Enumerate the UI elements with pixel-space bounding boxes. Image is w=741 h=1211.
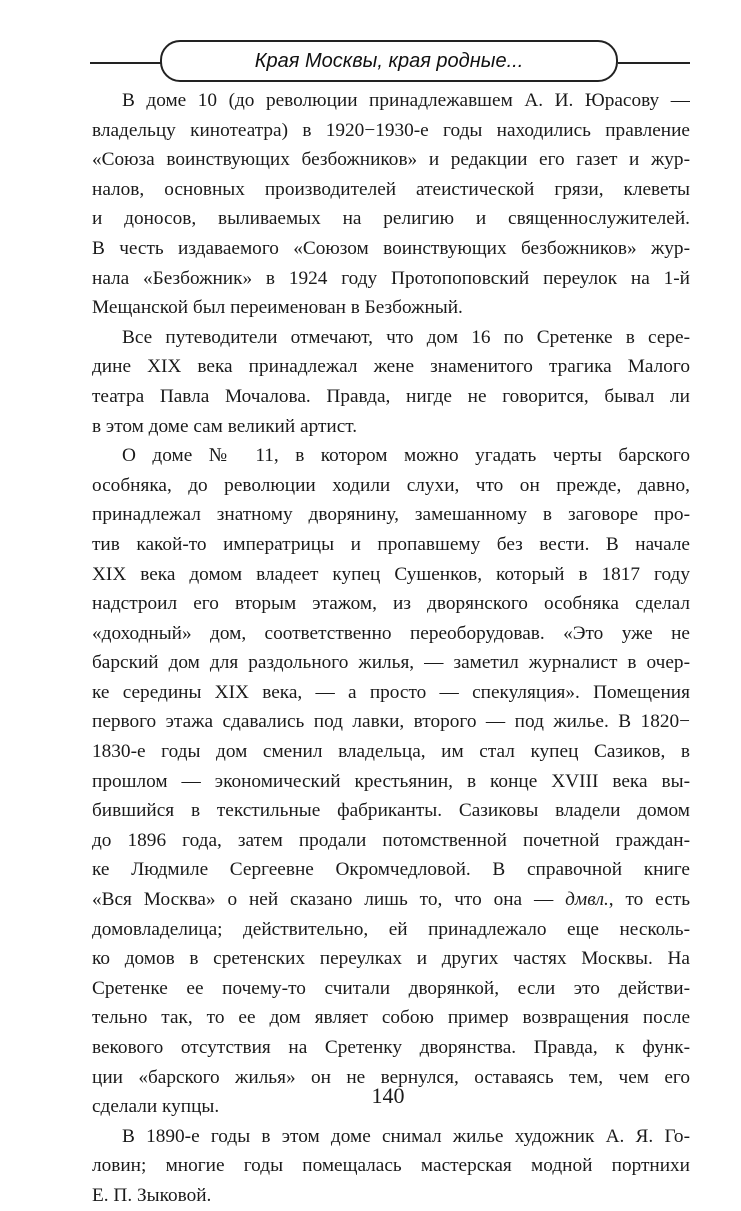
text-line: сделали купцы. [92, 1096, 220, 1118]
text-segment: , то есть [608, 889, 690, 911]
text-line: XIX века домом владеет купец Сушенков, который в 1817 году [92, 563, 690, 585]
text-line: прошлом — экономический крестьянин, в конце XVIII века вы- [92, 770, 690, 792]
text-line: принадлежал знатному дворянину, замешанному в заговоре про- [92, 504, 690, 526]
text-line: В честь издаваемого «Союзом воинствующих безбожников» жур- [92, 237, 690, 259]
text-line: надстроил его вторым этажом, из дворянского особняка сделал [92, 593, 690, 615]
body-text [92, 86, 690, 1211]
text-line: Сретенке ее почему-то считали дворянкой, если это действи- [92, 977, 690, 999]
text-line: тив какой-то императрицы и пропавшему без вести. В начале [92, 533, 690, 555]
paragraph [92, 86, 690, 323]
text-line: В 1890-е годы в этом доме снимал жилье художник А. Я. Го- [122, 1125, 690, 1147]
text-line: ловин; многие годы помещалась мастерская модной портнихи [92, 1155, 690, 1177]
text-line: налов, основных производителей атеистической грязи, клеветы [92, 178, 690, 200]
text-line [92, 885, 690, 915]
text-line: «доходный» дом, соответственно переоборудовав. «Это уже не [92, 622, 690, 644]
text-line: бившийся в текстильные фабриканты. Сазиковы владели домом [92, 800, 690, 822]
text-line: тельно так, то ее дом являет собою пример возвращения после [92, 1007, 690, 1029]
text-line: в этом доме сам великий артист. [92, 415, 358, 437]
header-title: Края Москвы, края родные... [160, 40, 618, 82]
text-line: до 1896 года, затем продали потомственной почетной граждан- [92, 829, 690, 851]
text-line: векового отсутствия на Сретенку дворянства. Правда, к функ- [92, 1037, 690, 1058]
text-line: Все путеводители отмечают, что дом 16 по Сретенке в сере- [122, 326, 690, 348]
text-line: первого этажа сдавались под лавки, второго — под жилье. В 1820− [92, 711, 690, 733]
text-line: театра Павла Мочалова. Правда, нигде не говорится, бывал ли [92, 385, 690, 407]
header-rule-left [90, 62, 162, 64]
text-line: О доме № 11, в котором можно угадать черты барского [122, 445, 690, 467]
text-line: Мещанской был переименован в Безбожный. [92, 297, 463, 319]
text-line: ции «барского жилья» он не вернулся, оставаясь тем, чем его [92, 1066, 690, 1088]
text-line: домовладелица; действительно, ей принадлежало еще несколь- [92, 918, 690, 940]
text-line: Е. П. Зыковой. [92, 1184, 212, 1206]
text-line: 1830-е годы дом сменил владельца, им стал купец Сазиков, в [92, 741, 690, 763]
text-line: ке середины XIX века, — а просто — спекуляция». Помещения [92, 681, 690, 703]
text-line: и доносов, выливаемых на религию и священнослужителей. [92, 208, 690, 230]
text-line: особняка, до революции ходили слухи, что он прежде, давно, [92, 474, 690, 496]
text-line: В доме 10 (до революции принадлежавшем А. И. Юрасову — [122, 90, 690, 111]
text-segment: «Вся Москва» о ней сказано лишь то, что она — [92, 889, 566, 911]
paragraph [92, 1122, 690, 1211]
running-header [90, 40, 690, 86]
paragraph [92, 441, 690, 1122]
text-line: ко домов в сретенских переулках и других частях Москвы. На [92, 948, 690, 970]
text-line: владельцу кинотеатра) в 1920−1930-е годы находились правление [92, 119, 690, 141]
italic-abbreviation: дмвл. [565, 889, 609, 911]
text-line: нала «Безбожник» в 1924 году Протопоповский переулок на 1-й [92, 267, 690, 289]
text-line: барский дом для раздольного жилья, — заметил журналист в очер- [92, 652, 690, 674]
paragraph [92, 323, 690, 441]
page-number: 140 [371, 1083, 405, 1108]
text-line: ке Людмиле Сергеевне Окромчедловой. В справочной книге [92, 859, 690, 881]
text-line: дине XIX века принадлежал жене знаменитого трагика Малого [92, 356, 690, 378]
header-rule-right [618, 62, 690, 64]
text-line: «Союза воинствующих безбожников» и редакции его газет и жур- [92, 149, 690, 171]
